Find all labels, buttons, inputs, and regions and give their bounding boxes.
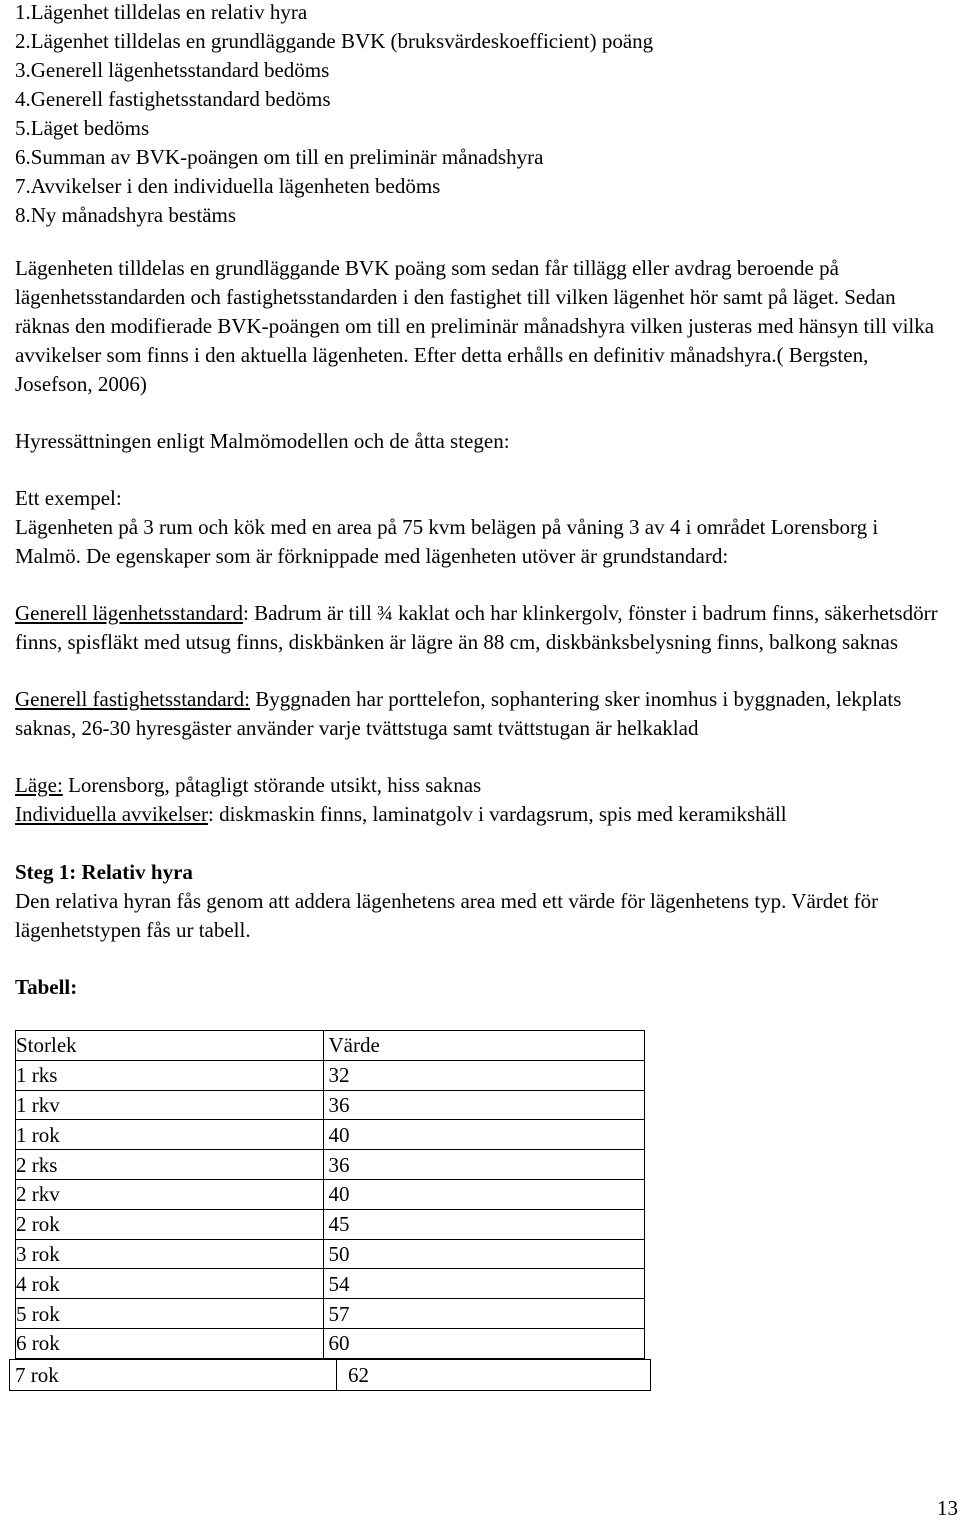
step-item: 3.Generell lägenhetsstandard bedöms [15,58,330,82]
table-row [16,1239,645,1269]
table-cell: 45 [324,1209,645,1239]
apartment-standard [15,599,945,657]
table-cell: 57 [324,1299,645,1329]
table-cell: 5 rok [16,1299,324,1329]
table-cell: 62 [348,1363,369,1387]
step-item: 4.Generell fastighetsstandard bedöms [15,87,331,111]
example-label: Ett exempel: [15,486,122,510]
building-standard [15,685,945,743]
location [15,771,945,800]
table-cell: 1 rkv [16,1090,324,1120]
table-row [16,1209,645,1239]
table-cell: 36 [324,1090,645,1120]
table-cell: 1 rok [16,1120,324,1150]
page-number: 13 [937,1496,958,1520]
apartment-standard-text: : Badrum är till ¾ kaklat och har klinkergolv, fönster i badrum finns, säkerhetsdörr finns, spisfläkt med utsug finns, diskbänken är lägre än 88 cm, diskbänksbelysning finns, balkong saknas [15,601,938,654]
step-item: 7.Avvikelser i den individuella lägenheten bedöms [15,174,441,198]
location-text: Lorensborg, påtagligt störande utsikt, hiss saknas [62,773,482,797]
table-label: Tabell: [15,975,78,999]
location-label: Läge: [15,773,63,797]
intro-paragraph: Lägenheten tilldelas en grundläggande BVK poäng som sedan får tillägg eller avdrag beroende på lägenhetsstandarden och fastighetsstandarden i den fastighet till vilken lägenhet hör samt på läget. Sedan räknas den modifierade BVK-poängen om till en preliminär månadshyra vilken justeras med hänsyn till vilka avvikelser som finns i den aktuella lägenheten. Efter detta erhålls en definitiv månadshyra.( Bergsten, Josefson, 2006) [15,256,935,396]
step-item: 2.Lägenhet tilldelas en grundläggande BVK (bruksvärdeskoefficient) poäng [15,29,654,53]
table-cell: 6 rok [16,1328,324,1358]
table-cell: 60 [324,1328,645,1358]
table-row [16,1179,645,1209]
table-cell: 36 [324,1150,645,1180]
deviations-text: : diskmaskin finns, laminatgolv i vardagsrum, spis med keramikshäll [208,802,787,826]
table-cell: 50 [324,1239,645,1269]
individual-deviations [15,800,945,829]
table-row [16,1060,645,1090]
step-item: 1.Lägenhet tilldelas en relativ hyra [15,0,308,24]
table-row [16,1328,645,1358]
table-cell: 32 [324,1060,645,1090]
table-row [16,1150,645,1180]
table-row [16,1299,645,1329]
table-row [16,1090,645,1120]
step1-heading: Steg 1: Relativ hyra [15,860,193,884]
table-row [16,1269,645,1299]
deviations-label: Individuella avvikelser [15,802,209,826]
table-cell: 2 rks [16,1150,324,1180]
table-cell: 1 rks [16,1060,324,1090]
table-cell: 2 rkv [16,1179,324,1209]
step-item: 5.Läget bedöms [15,116,150,140]
table-header-cell: Storlek [16,1031,324,1061]
step1-text: Den relativa hyran fås genom att addera lägenhetens area med ett värde för lägenhetens typ. Värdet för lägenhetstypen fås ur tabell. [15,889,879,942]
table-cell: 3 rok [16,1239,324,1269]
apartment-standard-label: Generell lägenhetsstandard [15,601,243,625]
table-header-row [16,1031,645,1061]
building-standard-text: Byggnaden har porttelefon, sophantering sker inomhus i byggnaden, lekplats saknas, 26-30 hyresgäster använder varje tvättstuga samt tvättstugan är helkaklad [15,687,902,740]
table-column-divider [336,1360,337,1390]
table-cell: 7 rok [15,1363,59,1387]
example-description: Lägenheten på 3 rum och kök med en area på 75 kvm belägen på våning 3 av 4 i området Lorensborg i Malmö. De egenskaper som är förknippade med lägenheten utöver är grundstandard: [15,515,879,568]
steps-list [15,0,653,230]
table-cell: 40 [324,1179,645,1209]
step-item: 6.Summan av BVK-poängen om till en preliminär månadshyra [15,145,544,169]
model-heading: Hyressättningen enligt Malmömodellen och de åtta stegen: [15,429,510,453]
table-header-cell: Värde [324,1031,645,1061]
table-cell: 40 [324,1120,645,1150]
table-cell: 2 rok [16,1209,324,1239]
table-cell: 54 [324,1269,645,1299]
value-table [15,1030,645,1359]
table-cell: 4 rok [16,1269,324,1299]
table-row-last [9,1359,651,1391]
step-item: 8.Ny månadshyra bestäms [15,203,237,227]
building-standard-label: Generell fastighetsstandard: [15,687,250,711]
table-row [16,1120,645,1150]
